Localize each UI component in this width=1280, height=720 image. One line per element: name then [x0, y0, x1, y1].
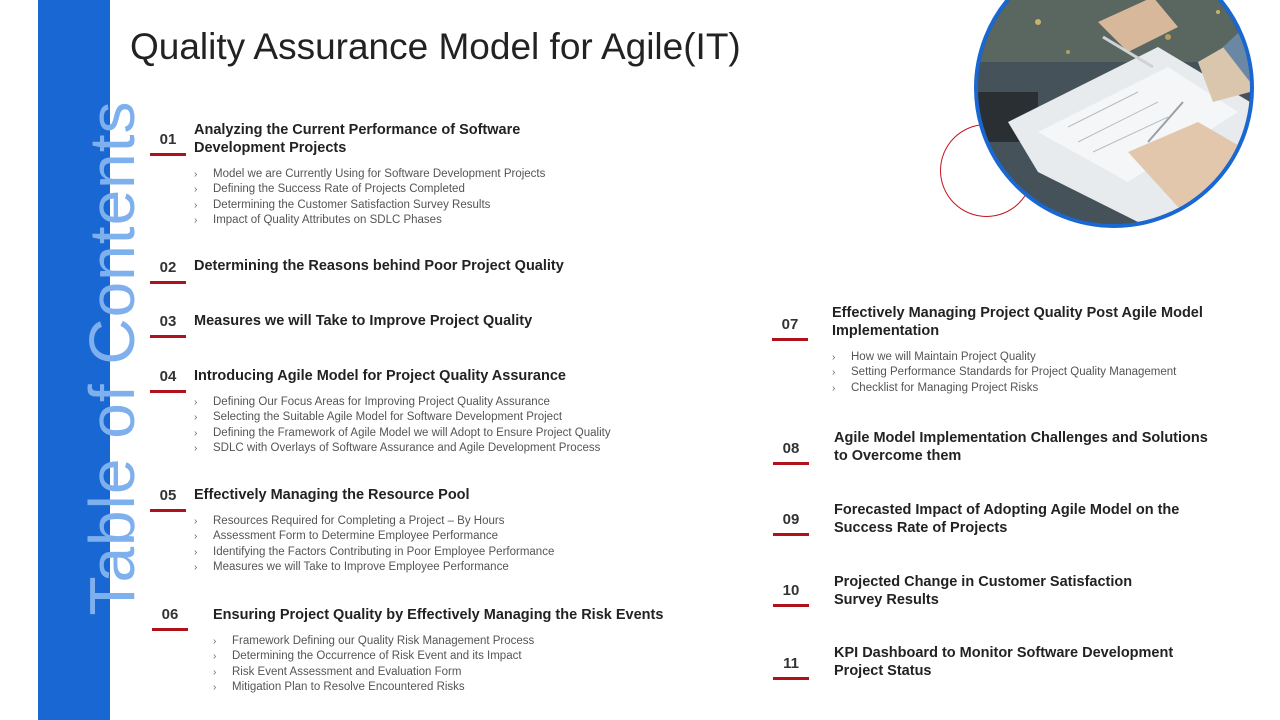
item-heading[interactable]: Forecasted Impact of Adopting Agile Model on the Success Rate of Projects	[834, 502, 1180, 536]
subitem[interactable]: › Risk Event Assessment and Evaluation Form	[213, 665, 534, 680]
item-number: 10	[773, 582, 809, 600]
chevron-right-icon: ›	[213, 651, 217, 663]
chevron-right-icon: ›	[213, 666, 217, 678]
item-heading[interactable]: Measures we will Take to Improve Project Quality	[194, 313, 533, 329]
chevron-right-icon: ›	[194, 184, 198, 196]
chevron-right-icon: ›	[194, 516, 198, 527]
subitem[interactable]: › Mitigation Plan to Resolve Encountered Risks	[213, 680, 534, 695]
item-number: 05	[150, 487, 186, 505]
chevron-right-icon: ›	[194, 443, 198, 455]
item-heading[interactable]: Effectively Managing the Resource Pool	[194, 487, 470, 503]
subitem[interactable]: › Model we are Currently Using for Software Development Projects	[194, 167, 545, 182]
subitem[interactable]: › Resources Required for Completing a Project – By Hours	[194, 514, 554, 529]
sidebar-band	[38, 0, 148, 720]
subitem[interactable]: › Defining the Framework of Agile Model we will Adopt to Ensure Project Quality	[194, 426, 611, 441]
subitem[interactable]: › Determining the Customer Satisfaction Survey Results	[194, 198, 545, 213]
subitem[interactable]: › Checklist for Managing Project Risks	[832, 381, 1176, 396]
chevron-right-icon: ›	[213, 682, 217, 694]
page-title: Quality Assurance Model for Agile(IT)	[130, 26, 741, 67]
subitem[interactable]: › Identifying the Factors Contributing in Poor Employee Performance	[194, 545, 554, 560]
subitem[interactable]: › Defining the Success Rate of Projects Completed	[194, 182, 545, 197]
chevron-right-icon: ›	[832, 367, 836, 379]
item-heading[interactable]: Introducing Agile Model for Project Quality Assurance	[194, 368, 566, 384]
chevron-right-icon: ›	[832, 382, 836, 394]
item-subitems	[194, 167, 545, 229]
item-number: 03	[150, 313, 186, 331]
chevron-right-icon: ›	[213, 636, 217, 647]
item-heading[interactable]: Agile Model Implementation Challenges and Solutions to Overcome them	[834, 430, 1208, 464]
subitem[interactable]: › Defining Our Focus Areas for Improving Project Quality Assurance	[194, 395, 611, 410]
subitem[interactable]: › Selecting the Suitable Agile Model for Software Development Project	[194, 410, 611, 425]
subitem[interactable]: › SDLC with Overlays of Software Assurance and Agile Development Process	[194, 441, 611, 456]
item-subitems	[832, 350, 1176, 396]
item-number: 08	[773, 440, 809, 458]
chevron-right-icon: ›	[194, 546, 198, 558]
chevron-right-icon: ›	[194, 531, 198, 543]
chevron-right-icon: ›	[832, 352, 836, 363]
chevron-right-icon: ›	[194, 397, 198, 408]
item-number: 09	[773, 511, 809, 529]
chevron-right-icon: ›	[194, 562, 198, 574]
chevron-right-icon: ›	[194, 169, 198, 180]
item-heading[interactable]: Analyzing the Current Performance of Software Development Projects	[194, 122, 521, 156]
sidebar-title: Table of Contents	[76, 100, 148, 616]
subitem[interactable]: › How we will Maintain Project Quality	[832, 350, 1176, 365]
item-heading[interactable]: Projected Change in Customer Satisfaction Survey Results	[834, 574, 1133, 608]
item-heading[interactable]: Ensuring Project Quality by Effectively Managing the Risk Events	[213, 607, 664, 623]
item-number: 02	[150, 259, 186, 277]
item-heading[interactable]: Determining the Reasons behind Poor Project Quality	[194, 258, 564, 274]
item-heading[interactable]: Effectively Managing Project Quality Post Agile Model Implementation	[832, 305, 1203, 339]
chevron-right-icon: ›	[194, 199, 198, 211]
item-number: 11	[773, 655, 809, 673]
item-number: 06	[152, 606, 188, 624]
item-number: 01	[150, 131, 186, 149]
item-subitems	[194, 395, 611, 457]
item-number: 04	[150, 368, 186, 386]
subitem[interactable]: › Measures we will Take to Improve Employee Performance	[194, 560, 554, 575]
chevron-right-icon: ›	[194, 412, 198, 424]
subitem[interactable]: › Determining the Occurrence of Risk Event and its Impact	[213, 649, 534, 664]
subitem[interactable]: › Impact of Quality Attributes on SDLC Phases	[194, 213, 545, 228]
chevron-right-icon: ›	[194, 427, 198, 439]
chevron-right-icon: ›	[194, 215, 198, 227]
item-number: 07	[772, 316, 808, 334]
item-subitems	[194, 514, 554, 576]
subitem[interactable]: › Setting Performance Standards for Project Quality Management	[832, 365, 1176, 380]
item-subitems	[213, 634, 534, 696]
subitem[interactable]: › Framework Defining our Quality Risk Management Process	[213, 634, 534, 649]
item-heading[interactable]: KPI Dashboard to Monitor Software Development Project Status	[834, 645, 1174, 679]
subitem[interactable]: › Assessment Form to Determine Employee Performance	[194, 529, 554, 544]
